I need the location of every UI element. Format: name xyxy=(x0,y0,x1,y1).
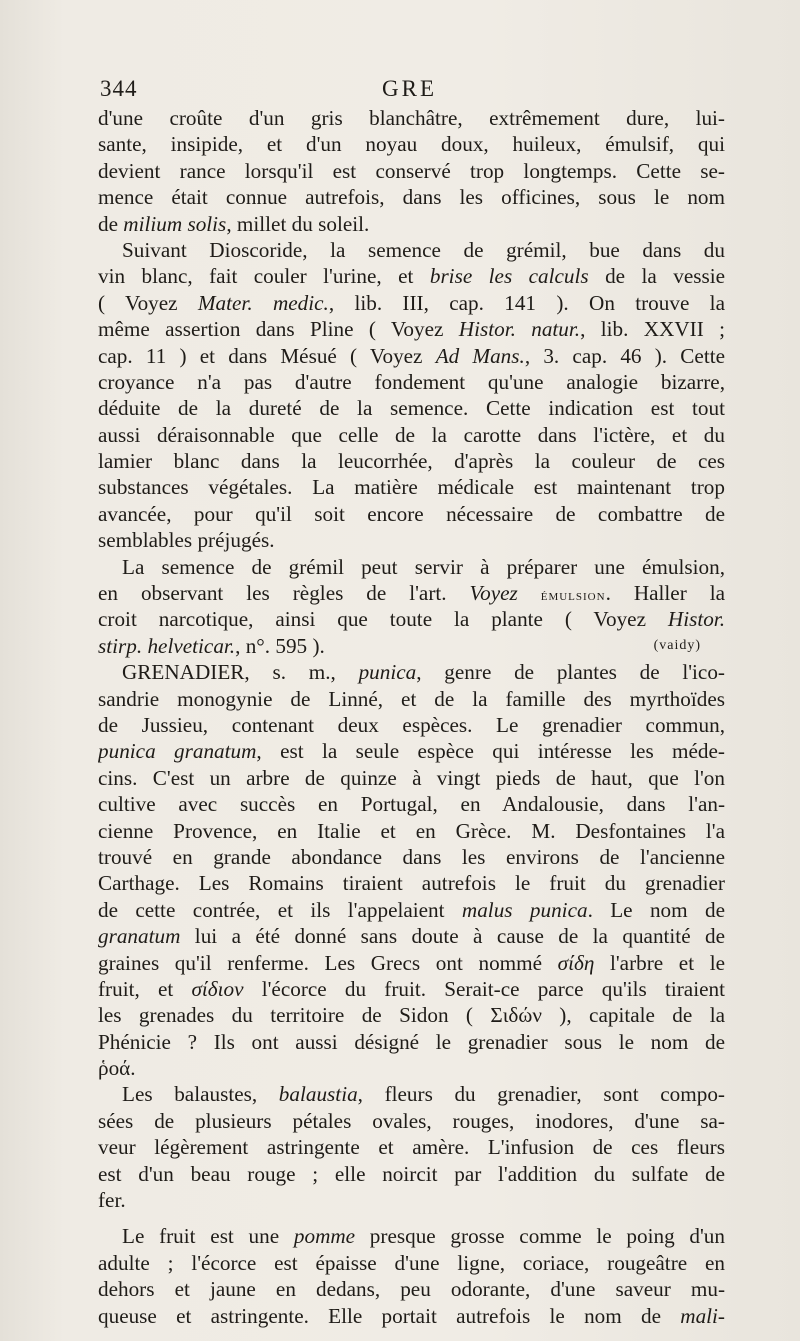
text-line: devient rance lorsqu'il est conservé trop longtemps. Cette se- xyxy=(98,158,725,183)
entry-headword: GRENADIER xyxy=(122,660,245,685)
text-line: fer. xyxy=(98,1188,126,1213)
author-signature: (vaidy) xyxy=(653,637,701,653)
text-line: même assertion dans Pline ( Voyez Histor. natur., lib. XXVII ; xyxy=(98,317,725,342)
text-line: cienne Provence, en Italie et en Grèce. M. Desfontaines l'a xyxy=(98,818,725,843)
text-line: avancée, pour qu'il soit encore nécessaire de combattre de xyxy=(98,501,725,526)
text-line: veur légèrement astringente et amère. L'infusion de ces fleurs xyxy=(98,1135,725,1160)
text-line: sandrie monogynie de Linné, et de la famille des myrthoïdes xyxy=(98,686,725,711)
running-head: GRE xyxy=(382,76,437,101)
text-line: croyance n'a pas d'autre fondement qu'une analogie bizarre, xyxy=(98,369,725,394)
text-line: adulte ; l'écorce est épaisse d'une ligne, coriace, rougeâtre en xyxy=(98,1250,725,1275)
text-line: de Jussieu, contenant deux espèces. Le grenadier commun, xyxy=(98,712,725,737)
text-line: les grenades du territoire de Sidon ( Σιδών ), capitale de la xyxy=(98,1003,725,1028)
text-line: d'une croûte d'un gris blanchâtre, extrêmement dure, lui- xyxy=(98,106,725,130)
text-line: Carthage. Les Romains tiraient autrefois le fruit du grenadier xyxy=(98,871,725,896)
text-line: GRENADIER, s. m., punica, genre de plantes de l'ico- xyxy=(122,660,725,685)
text-line: en observant les règles de l'art. Voyez émulsion. Haller la xyxy=(98,581,725,606)
text-line: dehors et jaune en dedans, peu odorante, d'une saveur mu- xyxy=(98,1277,725,1302)
cross-reference: émulsion xyxy=(540,587,606,605)
text-line: est d'un beau rouge ; elle noircit par l'addition du sulfate de xyxy=(98,1161,725,1186)
text-line: vin blanc, fait couler l'urine, et brise les calculs de la vessie xyxy=(98,264,725,289)
text-line: ῥοά. xyxy=(98,1056,136,1081)
paragraph-fruit xyxy=(98,1223,725,1329)
text-line: semblables préjugés. xyxy=(98,528,275,553)
text-line: cultive avec succès en Portugal, en Andalousie, dans l'an- xyxy=(98,792,725,817)
paragraph-emulsion xyxy=(98,554,725,660)
page-number: 344 xyxy=(100,76,138,101)
text-line: granatum lui a été donné sans doute à cause de la quantité de xyxy=(98,924,725,949)
text-line: lamier blanc dans la leucorrhée, d'après la couleur de ces xyxy=(98,449,725,474)
paragraph-grain-description xyxy=(98,105,725,237)
page-header xyxy=(100,76,725,106)
text-line: Le fruit est une pomme presque grosse comme le poing d'un xyxy=(122,1224,725,1249)
text-line: trouvé en grande abondance dans les environs de l'ancienne xyxy=(98,844,725,869)
entry-grenadier xyxy=(98,659,725,1081)
text-line: fruit, et σίδιον l'écorce du fruit. Serait-ce parce qu'ils tiraient xyxy=(98,976,725,1001)
text-line: de milium solis, millet du soleil. xyxy=(98,211,370,236)
text-line: de cette contrée, et ils l'appelaient malus punica. Le nom de xyxy=(98,897,725,922)
paragraph-gap xyxy=(98,1213,725,1223)
text-line: substances végétales. La matière médicale est maintenant trop xyxy=(98,475,725,500)
body-text xyxy=(98,105,725,1329)
text-line: Les balaustes, balaustia, fleurs du grenadier, sont compo- xyxy=(122,1082,725,1107)
text-line: stirp. helveticar., n°. 595 ). (vaidy) xyxy=(98,633,701,658)
paragraph-dioscoride xyxy=(98,237,725,554)
text-line: mence était connue autrefois, dans les officines, sous le nom xyxy=(98,185,725,210)
text-line: queuse et astringente. Elle portait autrefois le nom de mali- xyxy=(98,1303,725,1328)
text-line: Suivant Dioscoride, la semence de grémil, bue dans du xyxy=(122,237,725,262)
paragraph-balaustes xyxy=(98,1081,725,1213)
text-line: sante, insipide, et d'un noyau doux, huileux, émulsif, qui xyxy=(98,132,725,157)
text-line: déduite de la dureté de la semence. Cette indication est tout xyxy=(98,396,725,421)
text-line: sées de plusieurs pétales ovales, rouges, inodores, d'une sa- xyxy=(98,1108,725,1133)
text-line: ( Voyez Mater. medic., lib. III, cap. 141 ). On trouve la xyxy=(98,290,725,315)
text-line: La semence de grémil peut servir à préparer une émulsion, xyxy=(122,554,725,579)
text-line: Phénicie ? Ils ont aussi désigné le grenadier sous le nom de xyxy=(98,1029,725,1054)
text-line: punica granatum, est la seule espèce qui intéresse les méde- xyxy=(98,739,725,764)
text-line: aussi déraisonnable que celle de la carotte dans l'ictère, et du xyxy=(98,422,725,447)
text-line: cap. 11 ) et dans Mésué ( Voyez Ad Mans., 3. cap. 46 ). Cette xyxy=(98,343,725,368)
text-line: cins. C'est un arbre de quinze à vingt pieds de haut, que l'on xyxy=(98,765,725,790)
text-line: graines qu'il renferme. Les Grecs ont nommé σίδη l'arbre et le xyxy=(98,950,725,975)
text-line: croit narcotique, ainsi que toute la plante ( Voyez Histor. xyxy=(98,607,725,632)
